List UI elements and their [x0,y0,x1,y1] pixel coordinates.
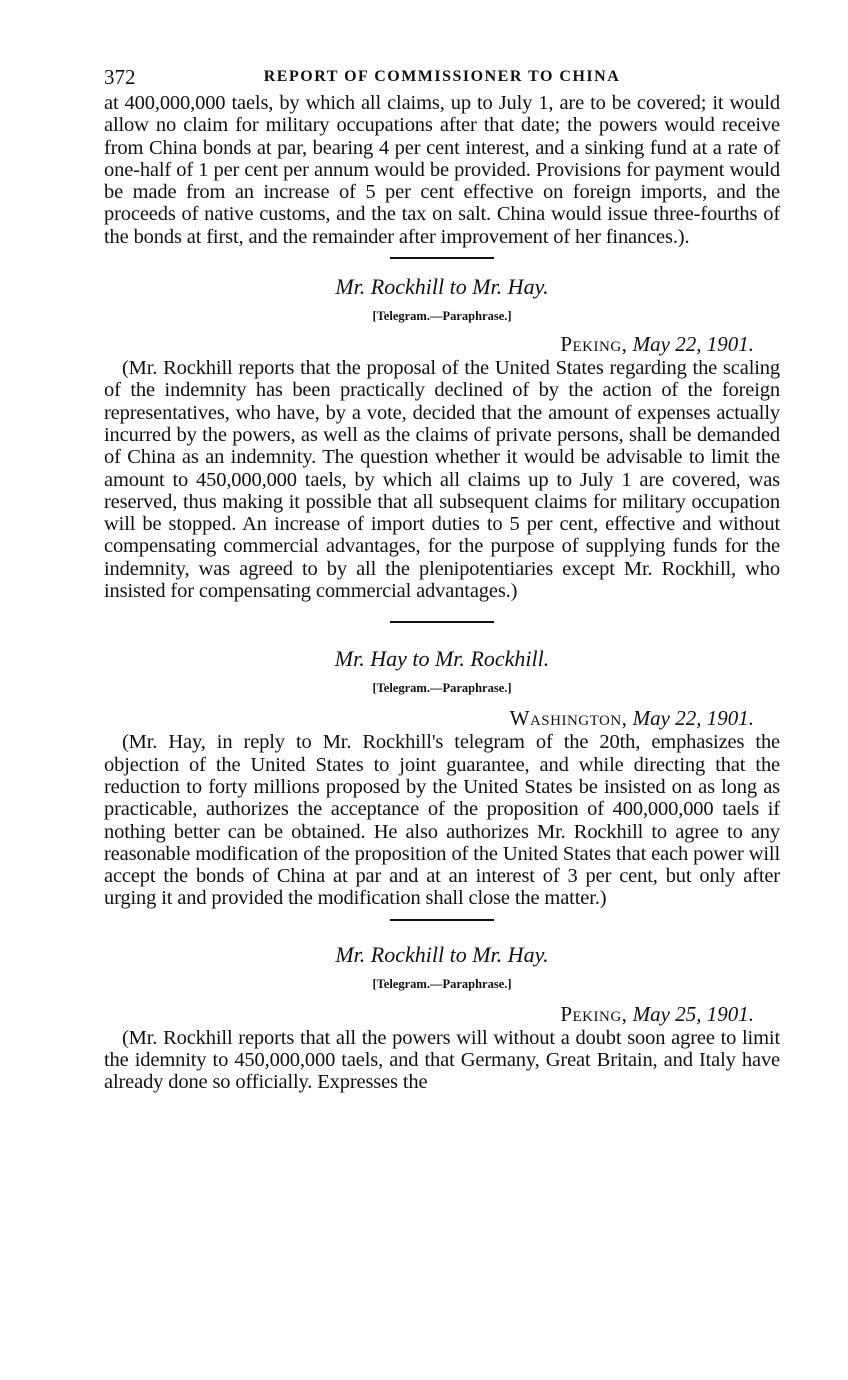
section-heading: Mr. Hay to Mr. Rockhill. [334,646,550,672]
dateline-place: Washington, [509,706,628,731]
dateline [104,331,780,357]
section-subheading: [Telegram.—Paraphrase.] [372,976,512,991]
section-paragraph: (Mr. Hay, in reply to Mr. Rockhill's telegram of the 20th, emphasizes the objection of the United States to joint guarantee, and while directing that the reduction to forty millions proposed by the United States be insisted on as long as practicable, authorizes the acceptance of the proposition of 400,000,000 taels if nothing better can be obtained. He also authorizes Mr. Rockhill to agree to any reasonable modification of the proposition of the United States that each power will accept the bonds of China at par and at an interest of 3 per cent, but only after urging it and provided the modification shall close the matter.) [104,731,780,910]
section-heading: Mr. Rockhill to Mr. Hay. [335,274,549,300]
dateline-date: May 22, 1901. [632,706,754,731]
page-number: 372 [104,65,136,89]
document-page [104,62,780,1094]
dateline-date: May 25, 1901. [632,1001,754,1026]
dateline-date: May 22, 1901. [632,332,754,357]
document-section [104,273,780,602]
document-section [104,941,780,1094]
dateline [104,705,780,731]
section-paragraph: (Mr. Rockhill reports that all the powers will without a doubt soon agree to limit the idemnity to 450,000,000 taels, and that Germany, Great Britain, and Italy have already done so officially. Expresses the [104,1026,780,1094]
section-divider [390,621,494,623]
continuation-paragraph: at 400,000,000 taels, by which all claims, up to July 1, are to be covered; it would allow no claim for military occupations after that date; the powers would receive from China bonds at par, bearing 4 per cent interest, and a sinking fund at a rate of one-half of 1 per cent per annum would be provided. Provisions for payment would be made from an increase of 5 per cent effective on foreign imports, and the proceeds of native customs, and the tax on salt. China would issue three-fourths of the bonds at first, and the remainder after improvement of her finances.). [104,92,780,248]
dateline-place: Peking, [560,332,628,357]
running-head [104,62,780,92]
section-paragraph: (Mr. Rockhill reports that the proposal of the United States regarding the scaling of the indemnity has been practically declined of by the action of the foreign representatives, who have, by a vote, decided that the amount of expenses actually incurred by the powers, as well as the claims of private persons, shall be demanded of China as an indemnity. The question whether it would be advisable to limit the amount to 450,000,000 taels, by which all claims up to July 1 are covered, was reserved, thus making it possible that all subsequent claims for military occupation will be stopped. An increase of import duties to 5 per cent, effective and without compensating commercial advantages, for the purpose of supplying funds for the indemnity, was agreed to by all the plenipotentiaries except Mr. Rockhill, who insisted for compensating commercial advantages.) [104,357,780,603]
section-subheading: [Telegram.—Paraphrase.] [372,681,512,696]
dateline [104,1001,780,1027]
document-section [104,645,780,909]
section-heading: Mr. Rockhill to Mr. Hay. [335,941,549,967]
section-subheading: [Telegram.—Paraphrase.] [372,309,512,324]
dateline-place: Peking, [560,1001,628,1026]
section-divider [390,257,494,259]
running-title: REPORT OF COMMISSIONER TO CHINA [263,68,621,85]
section-divider [390,919,494,921]
